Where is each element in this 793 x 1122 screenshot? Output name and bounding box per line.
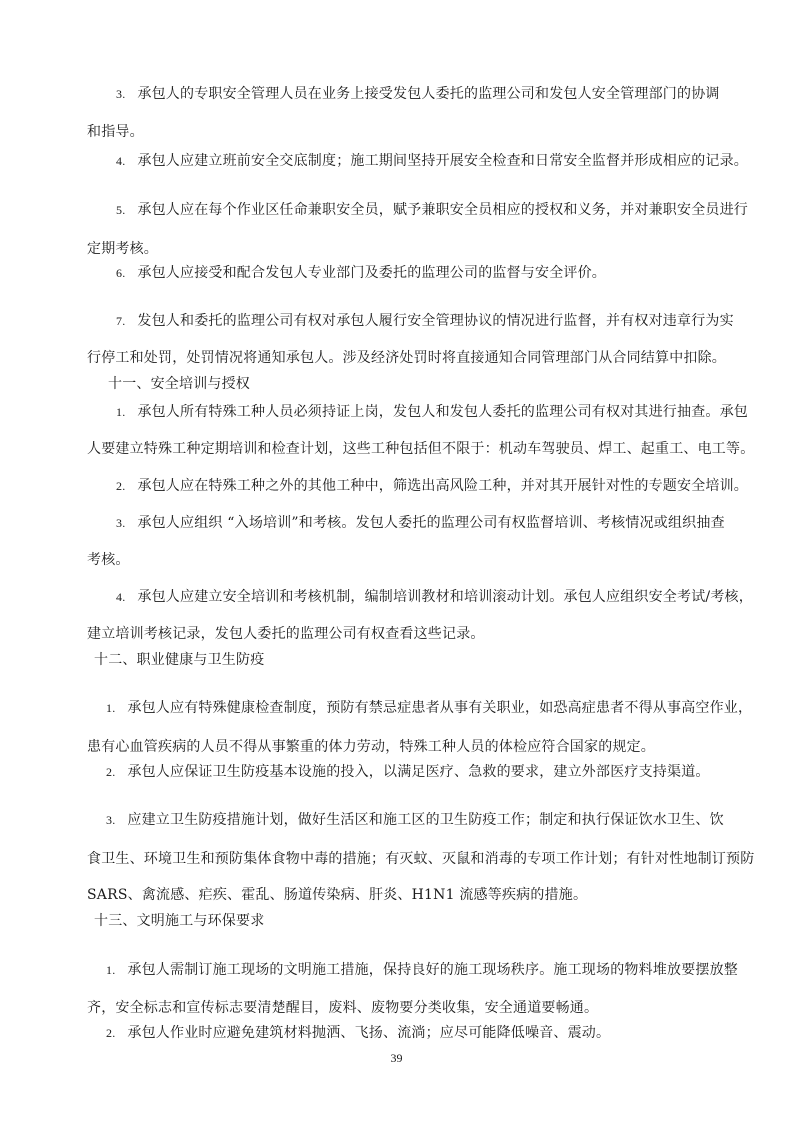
paragraph-line: 3. 承包人应组织 “入场培训”和考核。发包人委托的监理公司有权监督培训、考核情况或组织抽查 xyxy=(116,515,725,531)
paragraph-line: 人要建立特殊工种定期培训和检查计划，这些工种包括但不限于：机动车驾驶员、焊工、起重工、电工等。 xyxy=(87,441,755,457)
item-number: 1. xyxy=(106,701,116,715)
paragraph-line: 2. 承包人应保证卫生防疫基本设施的投入，以满足医疗、急救的要求，建立外部医疗支持渠道。 xyxy=(106,764,710,780)
paragraph-line: 5. 承包人应在每个作业区任命兼职安全员，赋予兼职安全员相应的授权和义务，并对兼职安全员进行 xyxy=(116,202,749,218)
paragraph-line: 患有心血管疾病的人员不得从事繁重的体力劳动，特殊工种人员的体检应符合国家的规定。 xyxy=(87,739,655,755)
paragraph-line: 1. 承包人应有特殊健康检查制度，预防有禁忌症患者从事有关职业，如恐高症患者不得从事高空作业， xyxy=(106,700,753,716)
paragraph-line: 建立培训考核记录，发包人委托的监理公司有权查看这些记录。 xyxy=(87,626,485,642)
item-number: 2. xyxy=(106,1026,116,1040)
paragraph-line: 行停工和处罚，处罚情况将通知承包人。涉及经济处罚时将直接通知合同管理部门从合同结算中扣除。 xyxy=(87,350,726,366)
item-number: 1. xyxy=(116,405,126,419)
item-number: 3. xyxy=(116,87,126,101)
paragraph-line: 齐，安全标志和宣传标志要清楚醒目，废料、废物要分类收集，安全通道要畅通。 xyxy=(87,1000,599,1016)
item-number: 5. xyxy=(116,203,126,217)
item-number: 1. xyxy=(106,963,116,977)
item-number: 2. xyxy=(106,765,116,779)
item-number: 3. xyxy=(116,516,126,530)
item-number: 3. xyxy=(106,813,116,827)
section-heading: 十三、文明施工与环保要求 xyxy=(94,913,265,929)
paragraph-line: 3. 承包人的专职安全管理人员在业务上接受发包人委托的监理公司和发包人安全管理部门的协调 xyxy=(116,86,720,102)
item-number: 6. xyxy=(116,266,126,280)
paragraph-line: 食卫生、环境卫生和预防集体食物中毒的措施；有灭蚊、灭鼠和消毒的专项工作计划；有针对性地制订预防 xyxy=(87,851,755,867)
section-heading: 十一、安全培训与授权 xyxy=(108,376,250,392)
paragraph-line: 4. 承包人应建立安全培训和考核机制，编制培训教材和培训滚动计划。承包人应组织安全考试/考核， xyxy=(116,589,753,605)
item-number: 7. xyxy=(116,314,126,328)
paragraph-line: 1. 承包人需制订施工现场的文明施工措施，保持良好的施工现场秩序。施工现场的物料堆放要摆放整 xyxy=(106,962,739,978)
section-heading: 十二、职业健康与卫生防疫 xyxy=(94,652,265,668)
paragraph-line: 7. 发包人和委托的监理公司有权对承包人履行安全管理协议的情况进行监督，并有权对违章行为实 xyxy=(116,313,734,329)
paragraph-line: SARS、禽流感、疟疾、霍乱、肠道传染病、肝炎、H1N1 流感等疾病的措施。 xyxy=(87,887,588,903)
item-number: 4. xyxy=(116,590,126,604)
paragraph-line: 3. 应建立卫生防疫措施计划，做好生活区和施工区的卫生防疫工作；制定和执行保证饮水卫生、饮 xyxy=(106,812,724,828)
paragraph-line: 定期考核。 xyxy=(87,241,158,257)
paragraph-line: 6. 承包人应接受和配合发包人专业部门及委托的监理公司的监督与安全评价。 xyxy=(116,265,607,281)
paragraph-line: 考核。 xyxy=(87,552,130,568)
item-number: 4. xyxy=(116,154,126,168)
paragraph-line: 2. 承包人应在特殊工种之外的其他工种中，筛选出高风险工种，并对其开展针对性的专题安全培训。 xyxy=(116,478,749,494)
paragraph-line: 和指导。 xyxy=(87,124,144,140)
page-number: 39 xyxy=(390,1051,403,1065)
item-number: 2. xyxy=(116,479,126,493)
paragraph-line: 4. 承包人应建立班前安全交底制度；施工期间坚持开展安全检查和日常安全监督并形成相应的记录。 xyxy=(116,153,749,169)
paragraph-line: 1. 承包人所有特殊工种人员必须持证上岗，发包人和发包人委托的监理公司有权对其进行抽查。承包 xyxy=(116,404,749,420)
paragraph-line: 2. 承包人作业时应避免建筑材料抛洒、飞扬、流淌；应尽可能降低噪音、震动。 xyxy=(106,1025,611,1041)
